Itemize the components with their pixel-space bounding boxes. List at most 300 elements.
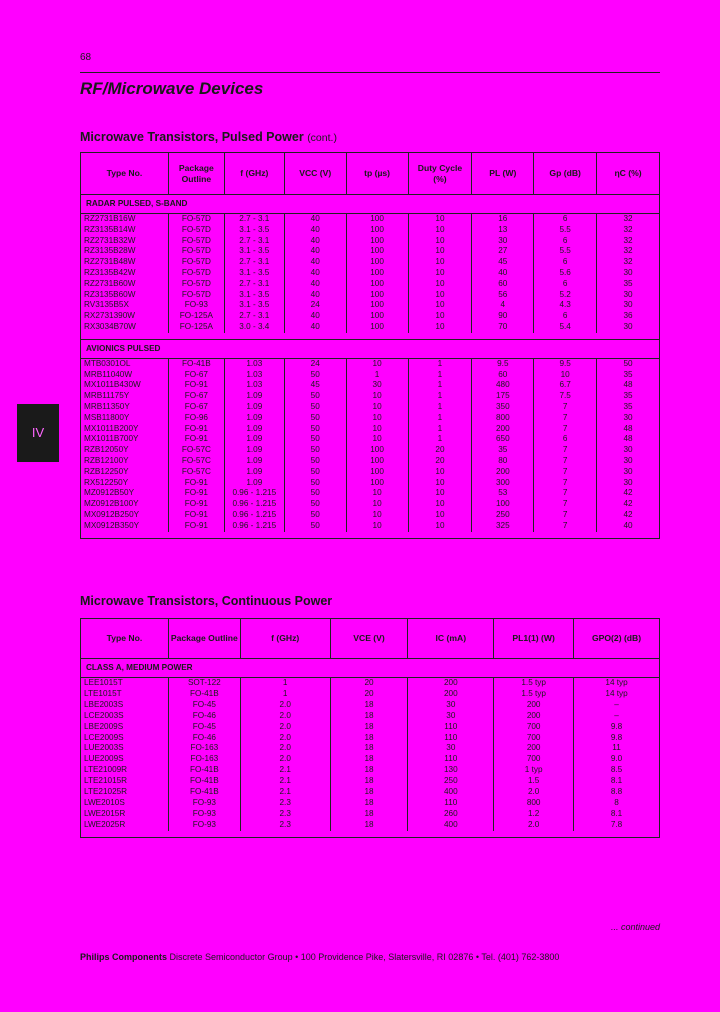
- table-cell: 10: [408, 290, 472, 301]
- table-cell: 7: [534, 521, 597, 532]
- table-cell: 9.8: [574, 722, 660, 733]
- table-row: [81, 467, 660, 478]
- table-cell: 50: [284, 445, 346, 456]
- group-title: RADAR PULSED, S-BAND: [81, 195, 660, 214]
- table-cell: 2.3: [240, 820, 330, 831]
- table-row: [81, 488, 660, 499]
- table-cell: 40: [284, 311, 346, 322]
- table-cell: FO-57D: [168, 236, 224, 247]
- continuous-power-table: [80, 618, 660, 838]
- table-cell: –: [574, 711, 660, 722]
- section2-title: Microwave Transistors, Continuous Power: [80, 594, 333, 608]
- table-cell: 36: [597, 311, 660, 322]
- table-cell: 8: [574, 798, 660, 809]
- table-cell: 2.7 - 3.1: [224, 236, 284, 247]
- table-cell: 7.8: [574, 820, 660, 831]
- table-cell: FO-57D: [168, 257, 224, 268]
- table-cell: 50: [597, 358, 660, 369]
- table-cell: 50: [284, 402, 346, 413]
- table-cell: 90: [472, 311, 534, 322]
- table-cell: FO-41B: [168, 358, 224, 369]
- table-row: [81, 300, 660, 311]
- table-cell: FO-46: [168, 733, 240, 744]
- table-cell: 3.1 - 3.5: [224, 290, 284, 301]
- table-cell: 9.5: [472, 358, 534, 369]
- table-cell: 60: [472, 279, 534, 290]
- table-cell: 10: [408, 214, 472, 225]
- table-cell: 7: [534, 488, 597, 499]
- table-cell: 20: [408, 445, 472, 456]
- table-cell: 7: [534, 478, 597, 489]
- table-cell: RZ3135B60W: [81, 290, 169, 301]
- t1-header-6: PL (W): [472, 153, 534, 195]
- table-cell: 200: [494, 743, 574, 754]
- table-cell: 30: [408, 743, 494, 754]
- table-cell: 50: [284, 467, 346, 478]
- table-row: [81, 214, 660, 225]
- table-cell: MX0912B350Y: [81, 521, 169, 532]
- table-cell: 13: [472, 225, 534, 236]
- table-cell: 40: [284, 236, 346, 247]
- table-cell: 10: [408, 268, 472, 279]
- table-cell: 2.0: [240, 733, 330, 744]
- table-cell: 7: [534, 456, 597, 467]
- table-cell: FO-41B: [168, 787, 240, 798]
- table-cell: 30: [346, 380, 408, 391]
- table-cell: 40: [284, 290, 346, 301]
- table-cell: 45: [472, 257, 534, 268]
- table-cell: 5.6: [534, 268, 597, 279]
- table-cell: 100: [346, 225, 408, 236]
- table-cell: MZ0912B100Y: [81, 499, 169, 510]
- table-cell: 18: [330, 765, 408, 776]
- table-cell: 40: [284, 322, 346, 333]
- table-cell: 7: [534, 499, 597, 510]
- table-row: [81, 225, 660, 236]
- table-cell: MX1011B200Y: [81, 424, 169, 435]
- continued-note: ... continued: [610, 922, 660, 932]
- table-cell: 100: [346, 257, 408, 268]
- table-row: [81, 370, 660, 381]
- table-cell: 35: [597, 402, 660, 413]
- table-cell: 130: [408, 765, 494, 776]
- section1-title-text: Microwave Transistors, Pulsed Power: [80, 130, 304, 144]
- table-row: [81, 434, 660, 445]
- t1-header-2: f (GHz): [224, 153, 284, 195]
- table-cell: FO-57C: [168, 467, 224, 478]
- table-row: [81, 809, 660, 820]
- table-cell: 2.0: [240, 722, 330, 733]
- table-cell: 2.3: [240, 809, 330, 820]
- table-cell: RZ3135B28W: [81, 246, 169, 257]
- table-cell: FO-96: [168, 413, 224, 424]
- table-cell: LWE2025R: [81, 820, 169, 831]
- table-cell: 9.5: [534, 358, 597, 369]
- table-cell: RZ3135B42W: [81, 268, 169, 279]
- table-cell: 100: [472, 499, 534, 510]
- t2-header-3: VCE (V): [330, 619, 408, 659]
- table-cell: 250: [472, 510, 534, 521]
- table-cell: 175: [472, 391, 534, 402]
- table-cell: 18: [330, 776, 408, 787]
- table-cell: RX2731390W: [81, 311, 169, 322]
- table-cell: 200: [408, 678, 494, 689]
- table-cell: 18: [330, 820, 408, 831]
- t2-header-5: PL1(1) (W): [494, 619, 574, 659]
- table-cell: RZ2731B60W: [81, 279, 169, 290]
- t1-header-5: Duty Cycle (%): [408, 153, 472, 195]
- table-cell: 24: [284, 300, 346, 311]
- table-cell: LWE2015R: [81, 809, 169, 820]
- table-row: [81, 236, 660, 247]
- table-cell: FO-57D: [168, 214, 224, 225]
- table-cell: FO-163: [168, 754, 240, 765]
- table-row: [81, 311, 660, 322]
- table-cell: 10: [408, 311, 472, 322]
- table-row: [81, 765, 660, 776]
- table-row: [81, 510, 660, 521]
- table-cell: 18: [330, 743, 408, 754]
- table-cell: 40: [472, 268, 534, 279]
- table-cell: MSB11800Y: [81, 413, 169, 424]
- table-cell: 7: [534, 510, 597, 521]
- table-cell: 40: [284, 279, 346, 290]
- table-cell: 100: [346, 246, 408, 257]
- table-cell: 30: [597, 322, 660, 333]
- table-cell: LUE2003S: [81, 743, 169, 754]
- table-cell: 70: [472, 322, 534, 333]
- table-cell: 100: [346, 311, 408, 322]
- table-cell: 18: [330, 809, 408, 820]
- table-row: [81, 424, 660, 435]
- table-cell: FO-41B: [168, 765, 240, 776]
- table-cell: 5.4: [534, 322, 597, 333]
- page-number: 68: [80, 52, 92, 63]
- t2-header-2: f (GHz): [240, 619, 330, 659]
- table-cell: 30: [408, 700, 494, 711]
- table-row: [81, 733, 660, 744]
- table-cell: LCE2003S: [81, 711, 169, 722]
- table-cell: 6: [534, 311, 597, 322]
- table-cell: 1: [408, 434, 472, 445]
- table-cell: 60: [472, 370, 534, 381]
- table-row: [81, 743, 660, 754]
- top-rule: [80, 72, 660, 73]
- table-cell: RZ2731B32W: [81, 236, 169, 247]
- table-cell: 2.1: [240, 776, 330, 787]
- table-cell: 7: [534, 467, 597, 478]
- table-row: [81, 456, 660, 467]
- table-cell: FO-125A: [168, 322, 224, 333]
- table-cell: 30: [472, 236, 534, 247]
- table-cell: 110: [408, 798, 494, 809]
- table-cell: 1.09: [224, 467, 284, 478]
- table-cell: 400: [408, 787, 494, 798]
- table-cell: 100: [346, 268, 408, 279]
- table-cell: 48: [597, 434, 660, 445]
- table-cell: 50: [284, 510, 346, 521]
- table-cell: 80: [472, 456, 534, 467]
- t2-header-1: Package Outline: [168, 619, 240, 659]
- table-cell: 10: [346, 358, 408, 369]
- table-row: [81, 257, 660, 268]
- group-header: [81, 659, 660, 678]
- table-cell: 40: [284, 257, 346, 268]
- table-cell: 1: [346, 370, 408, 381]
- table-cell: 50: [284, 499, 346, 510]
- side-tab: IV: [17, 404, 59, 462]
- t1-header-3: VCC (V): [284, 153, 346, 195]
- table-cell: 700: [494, 733, 574, 744]
- table-cell: FO-57D: [168, 268, 224, 279]
- table-cell: 1.5 typ: [494, 678, 574, 689]
- table-cell: 1.09: [224, 391, 284, 402]
- table-cell: 1.5: [494, 776, 574, 787]
- table-cell: 7: [534, 413, 597, 424]
- table-cell: 32: [597, 246, 660, 257]
- t1-header-8: ηC (%): [597, 153, 660, 195]
- table-cell: 50: [284, 391, 346, 402]
- table-cell: 1: [408, 380, 472, 391]
- table-cell: 18: [330, 711, 408, 722]
- table-cell: 4.3: [534, 300, 597, 311]
- table-cell: 10: [346, 424, 408, 435]
- group-header: [81, 339, 660, 358]
- table-cell: 0.96 - 1.215: [224, 521, 284, 532]
- table-cell: 350: [472, 402, 534, 413]
- table-cell: 18: [330, 722, 408, 733]
- table-cell: FO-67: [168, 402, 224, 413]
- table-cell: 30: [597, 290, 660, 301]
- table-cell: 40: [284, 246, 346, 257]
- section1-title: [80, 130, 337, 144]
- table-cell: 30: [597, 467, 660, 478]
- table-row: [81, 391, 660, 402]
- section1-cont: (cont.): [307, 132, 337, 144]
- table-cell: 30: [597, 413, 660, 424]
- table-cell: LTE21015R: [81, 776, 169, 787]
- table-cell: 42: [597, 499, 660, 510]
- table-cell: 56: [472, 290, 534, 301]
- table-cell: FO-45: [168, 700, 240, 711]
- table-cell: 42: [597, 488, 660, 499]
- table-row: [81, 678, 660, 689]
- table-cell: 8.1: [574, 809, 660, 820]
- table-cell: 100: [346, 467, 408, 478]
- table-cell: 2.0: [240, 754, 330, 765]
- table-cell: 1.09: [224, 413, 284, 424]
- table-cell: 35: [472, 445, 534, 456]
- table-row: [81, 689, 660, 700]
- table-row: [81, 246, 660, 257]
- table-cell: FO-93: [168, 820, 240, 831]
- t1-header-1: Package Outline: [168, 153, 224, 195]
- table-cell: 40: [284, 225, 346, 236]
- table-row: [81, 722, 660, 733]
- table-cell: 200: [494, 711, 574, 722]
- table-cell: 53: [472, 488, 534, 499]
- table-cell: 50: [284, 413, 346, 424]
- table-cell: 40: [284, 214, 346, 225]
- table-cell: FO-46: [168, 711, 240, 722]
- table-cell: 40: [597, 521, 660, 532]
- table-cell: 1.03: [224, 380, 284, 391]
- page-title: RF/Microwave Devices: [80, 79, 264, 98]
- table-row: [81, 776, 660, 787]
- table-cell: FO-57D: [168, 290, 224, 301]
- table-cell: 100: [346, 456, 408, 467]
- table-cell: 50: [284, 456, 346, 467]
- table-cell: LTE21009R: [81, 765, 169, 776]
- table-cell: FO-91: [168, 478, 224, 489]
- table-cell: 1.09: [224, 434, 284, 445]
- table-cell: 10: [408, 478, 472, 489]
- table-cell: 48: [597, 424, 660, 435]
- table-cell: LWE2010S: [81, 798, 169, 809]
- table-cell: 18: [330, 700, 408, 711]
- table-cell: 8.8: [574, 787, 660, 798]
- table-cell: 10: [408, 499, 472, 510]
- table-cell: 110: [408, 722, 494, 733]
- footer-company: Philips Components: [80, 952, 168, 962]
- table-cell: 18: [330, 787, 408, 798]
- table-cell: FO-91: [168, 380, 224, 391]
- table-cell: 1: [408, 358, 472, 369]
- table-cell: 700: [494, 754, 574, 765]
- table-cell: 42: [597, 510, 660, 521]
- table-cell: 200: [408, 689, 494, 700]
- table-cell: 30: [597, 300, 660, 311]
- table-cell: 10: [346, 413, 408, 424]
- table-cell: 1.09: [224, 402, 284, 413]
- table-cell: LUE2009S: [81, 754, 169, 765]
- table-cell: 20: [408, 456, 472, 467]
- table-cell: FO-57D: [168, 225, 224, 236]
- table-cell: 1: [408, 413, 472, 424]
- table-cell: 7: [534, 445, 597, 456]
- table-cell: 10: [346, 402, 408, 413]
- table-cell: 18: [330, 798, 408, 809]
- table-cell: FO-91: [168, 424, 224, 435]
- table-cell: 10: [408, 279, 472, 290]
- table-cell: RZ2731B48W: [81, 257, 169, 268]
- table-cell: 2.0: [494, 820, 574, 831]
- table-row: [81, 711, 660, 722]
- footer: [80, 952, 559, 962]
- table-cell: 4: [472, 300, 534, 311]
- table-cell: FO-57D: [168, 246, 224, 257]
- table-cell: FO-91: [168, 521, 224, 532]
- table-cell: 800: [494, 798, 574, 809]
- table-cell: 1: [240, 678, 330, 689]
- table-cell: 1: [408, 402, 472, 413]
- table-cell: 8.1: [574, 776, 660, 787]
- table-cell: SOT-122: [168, 678, 240, 689]
- table-cell: 10: [408, 225, 472, 236]
- table-cell: 0.96 - 1.215: [224, 510, 284, 521]
- table-cell: LTE1015T: [81, 689, 169, 700]
- table-cell: 1: [408, 370, 472, 381]
- table-cell: LTE21025R: [81, 787, 169, 798]
- table-cell: MTB0301OL: [81, 358, 169, 369]
- table-cell: 10: [346, 510, 408, 521]
- table-cell: 16: [472, 214, 534, 225]
- table-cell: 14 typ: [574, 689, 660, 700]
- table-cell: 10: [408, 257, 472, 268]
- t2-header-0: Type No.: [81, 619, 169, 659]
- table-cell: 35: [597, 279, 660, 290]
- table-row: [81, 413, 660, 424]
- table-row: [81, 478, 660, 489]
- table-cell: 100: [346, 214, 408, 225]
- table-cell: 10: [408, 521, 472, 532]
- table-cell: 30: [597, 478, 660, 489]
- table-cell: 700: [494, 722, 574, 733]
- table-cell: 3.1 - 3.5: [224, 246, 284, 257]
- table-cell: 10: [408, 236, 472, 247]
- table-cell: 1: [240, 689, 330, 700]
- table-cell: 11: [574, 743, 660, 754]
- table-cell: 1.09: [224, 456, 284, 467]
- table-cell: FO-93: [168, 809, 240, 820]
- table-cell: 9.8: [574, 733, 660, 744]
- group-header: [81, 195, 660, 214]
- table-cell: 6: [534, 236, 597, 247]
- table-cell: 5.5: [534, 246, 597, 257]
- table-cell: 2.3: [240, 798, 330, 809]
- table-cell: 1.03: [224, 358, 284, 369]
- table-cell: 650: [472, 434, 534, 445]
- table-cell: 10: [408, 322, 472, 333]
- table-cell: 480: [472, 380, 534, 391]
- table-cell: 1.09: [224, 445, 284, 456]
- table-row: [81, 445, 660, 456]
- table-cell: 110: [408, 733, 494, 744]
- table-cell: FO-67: [168, 370, 224, 381]
- table-cell: 10: [408, 246, 472, 257]
- table-cell: MRB11040W: [81, 370, 169, 381]
- table-cell: 1.09: [224, 478, 284, 489]
- table-cell: MRB11175Y: [81, 391, 169, 402]
- table-row: [81, 499, 660, 510]
- table-cell: 18: [330, 754, 408, 765]
- table-cell: 110: [408, 754, 494, 765]
- table-cell: 10: [346, 499, 408, 510]
- table-cell: FO-57C: [168, 445, 224, 456]
- t1-header-7: Gp (dB): [534, 153, 597, 195]
- spacer-row: [81, 831, 660, 838]
- t2-header-4: IC (mA): [408, 619, 494, 659]
- table-cell: 6: [534, 214, 597, 225]
- table-cell: 200: [472, 467, 534, 478]
- table-cell: 32: [597, 236, 660, 247]
- table-cell: 100: [346, 290, 408, 301]
- table-cell: FO-41B: [168, 689, 240, 700]
- table-cell: 9.0: [574, 754, 660, 765]
- table-row: [81, 521, 660, 532]
- table-row: [81, 798, 660, 809]
- table-cell: FO-125A: [168, 311, 224, 322]
- table-cell: 2.7 - 3.1: [224, 279, 284, 290]
- table-row: [81, 279, 660, 290]
- table-row: [81, 358, 660, 369]
- table-cell: –: [574, 700, 660, 711]
- spacer-row: [81, 532, 660, 539]
- table-cell: LBE2003S: [81, 700, 169, 711]
- table-cell: LBE2009S: [81, 722, 169, 733]
- table-cell: 100: [346, 236, 408, 247]
- t1-header-4: tp (µs): [346, 153, 408, 195]
